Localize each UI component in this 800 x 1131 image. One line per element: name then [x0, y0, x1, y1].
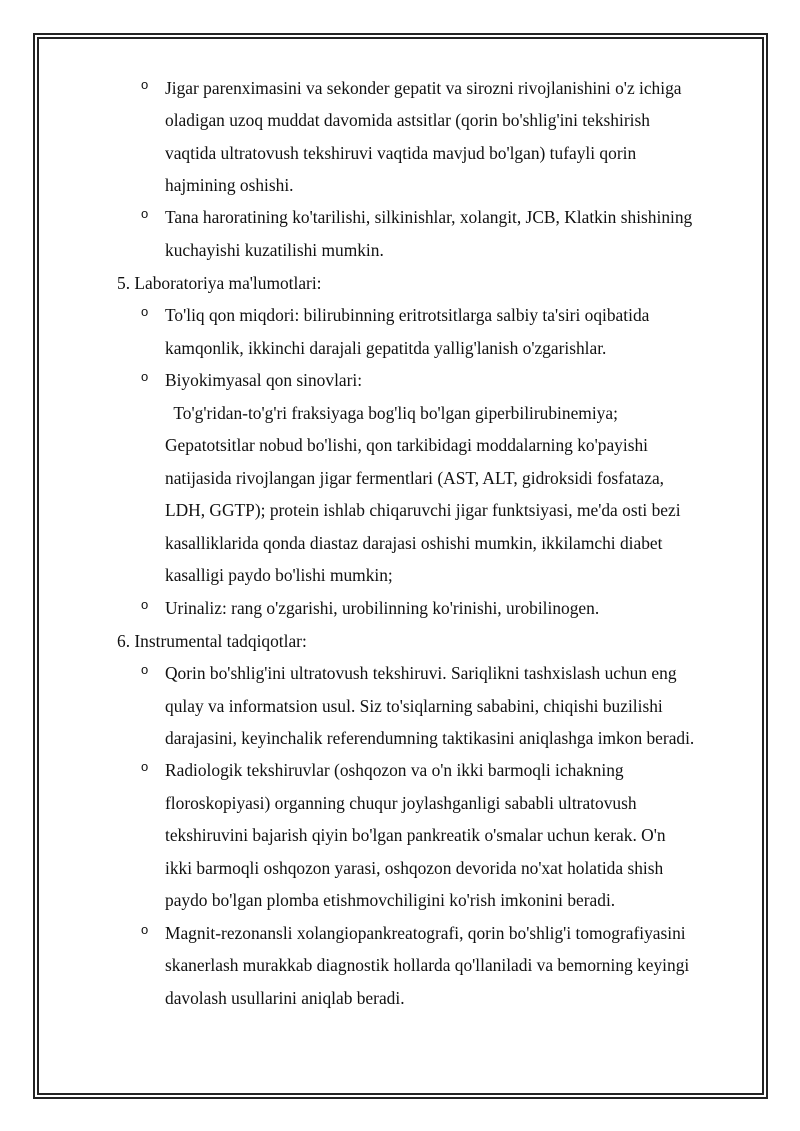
paragraph-line: qulay va informatsion usul. Siz to'siqlarning sababini, chiqishi buzilishi [165, 696, 663, 716]
paragraph-line: natijasida rivojlangan jigar fermentlari (AST, ALT, gidroksidi fosfataza, [165, 468, 665, 488]
paragraph-line: Gepatotsitlar nobud bo'lishi, qon tarkibidagi moddalarning ko'payishi [165, 435, 648, 455]
paragraph-line: oladigan uzoq muddat davomida astsitlar (qorin bo'shlig'ini tekshirish [165, 110, 650, 130]
section-heading: 5. Laboratoriya ma'lumotlari: [117, 273, 322, 293]
paragraph-line: Radiologik tekshiruvlar (oshqozon va o'n ikki barmoqli ichakning [165, 760, 624, 780]
paragraph-line: vaqtida ultratovush tekshiruvi vaqtida mavjud bo'lgan) tufayli qorin [165, 143, 637, 163]
paragraph-line: Biyokimyasal qon sinovlari: [165, 370, 363, 390]
paragraph-line: Qorin bo'shlig'ini ultratovush tekshiruvi. Sariqlikni tashxislash uchun eng [165, 663, 677, 683]
paragraph-line: davolash usullarini aniqlab beradi. [165, 988, 405, 1008]
paragraph-line: kasalliklarida qonda diastaz darajasi oshishi mumkin, ikkilamchi diabet [165, 533, 663, 553]
paragraph-line: skanerlash murakkab diagnostik hollarda qo'llaniladi va bemorning keyingi [165, 955, 690, 975]
bullet-marker: o [141, 922, 149, 937]
paragraph-line: To'g'ridan-to'g'ri fraksiyaga bog'liq bo'lgan giperbilirubinemiya; [165, 403, 618, 423]
paragraph-line: Jigar parenximasini va sekonder gepatit va sirozni rivojlanishini o'z ichiga [165, 78, 682, 98]
paragraph-line: To'liq qon miqdori: bilirubinning eritrotsitlarga salbiy ta'siri oqibatida [165, 305, 650, 325]
bullet-marker: o [141, 662, 149, 677]
paragraph-line: kasalligi paydo bo'lishi mumkin; [165, 565, 393, 585]
paragraph-line: LDH, GGTP); protein ishlab chiqaruvchi jigar funktsiyasi, me'da osti bezi [165, 500, 681, 520]
bullet-marker: o [141, 597, 149, 612]
bullet-marker: o [141, 206, 149, 221]
paragraph-line: kamqonlik, ikkinchi darajali gepatitda yallig'lanish o'zgarishlar. [165, 338, 607, 358]
bullet-marker: o [141, 304, 149, 319]
paragraph-line: kuchayishi kuzatilishi mumkin. [165, 240, 384, 260]
paragraph-line: Magnit-rezonansli xolangiopankreatografi, qorin bo'shlig'i tomografiyasini [165, 923, 686, 943]
bullet-marker: o [141, 77, 149, 92]
paragraph-line: Urinaliz: rang o'zgarishi, urobilinning ko'rinishi, urobilinogen. [165, 598, 600, 618]
section-heading: 6. Instrumental tadqiqotlar: [117, 631, 307, 651]
paragraph-line: floroskopiyasi) organning chuqur joylashganligi sababli ultratovush [165, 793, 637, 813]
bullet-marker: o [141, 369, 149, 384]
bullet-marker: o [141, 759, 149, 774]
paragraph-line: ikki barmoqli oshqozon yarasi, oshqozon devorida no'xat holatida shish [165, 858, 664, 878]
paragraph-line: hajmining oshishi. [165, 175, 294, 195]
paragraph-line: tekshiruvini bajarish qiyin bo'lgan pankreatik o'smalar uchun kerak. O'n [165, 825, 666, 845]
paragraph-line: darajasini, keyinchalik referendumning taktikasini aniqlashga imkon beradi. [165, 728, 695, 748]
paragraph-line: paydo bo'lgan plomba etishmovchiligini ko'rish imkonini beradi. [165, 890, 616, 910]
paragraph-line: Tana haroratining ko'tarilishi, silkinishlar, xolangit, JCB, Klatkin shishining [165, 207, 693, 227]
